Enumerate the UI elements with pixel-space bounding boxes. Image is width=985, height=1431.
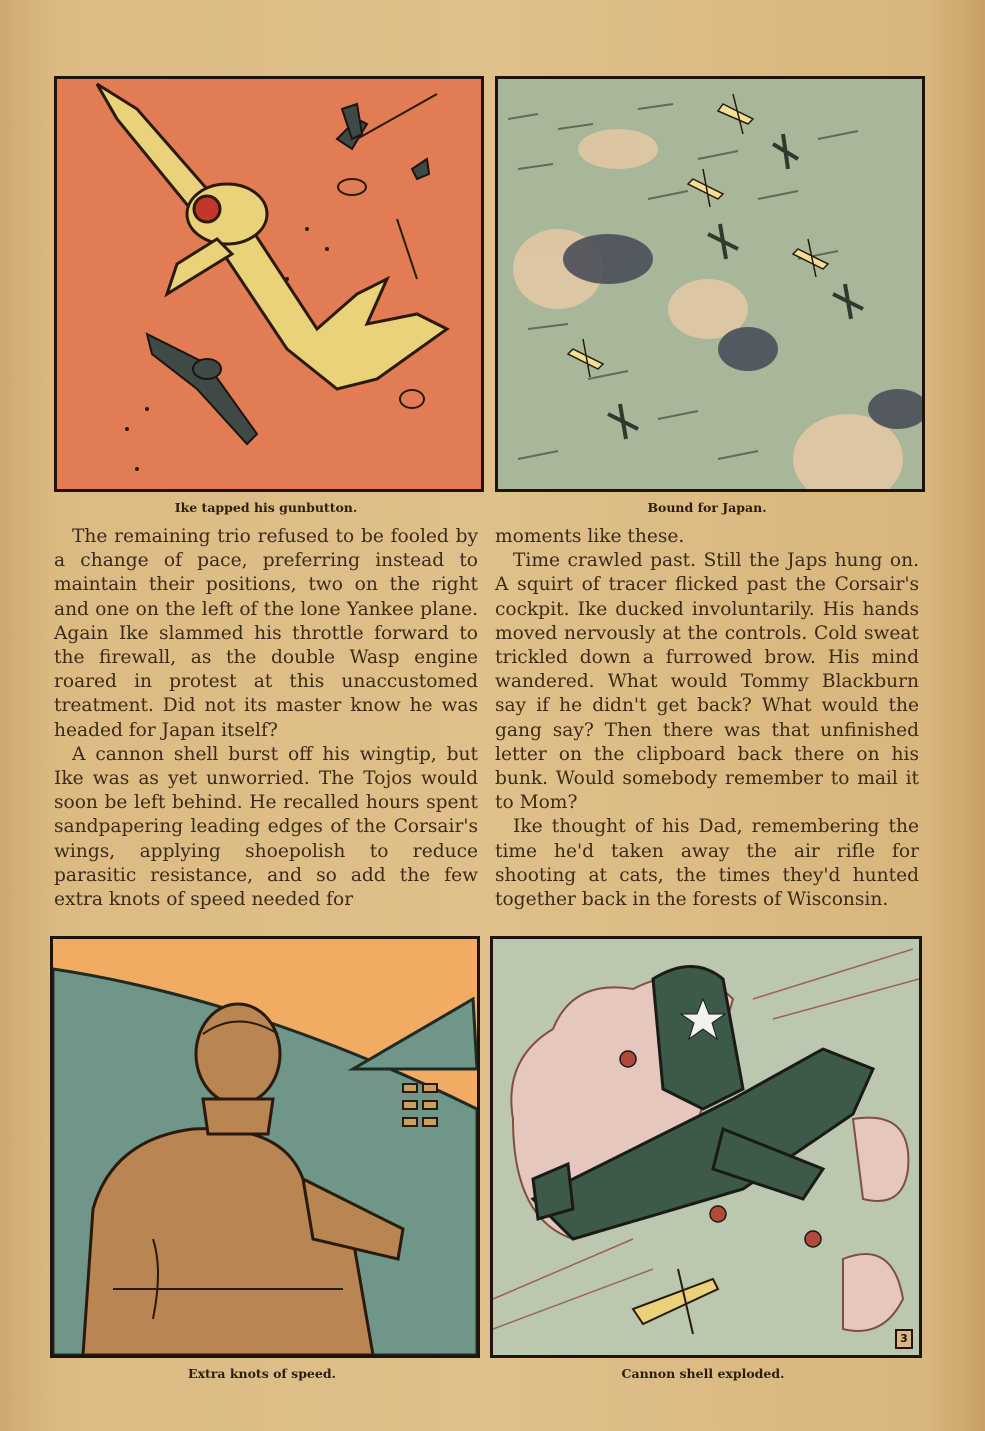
right-paragraph-3: Ike thought of his Dad, remembering the time he'd taken away the air rifle for shooting at cats, the times they'd hunted together back in the forests of Wisconsin. <box>495 816 919 911</box>
panel-bound-for-japan <box>495 76 925 492</box>
corsair-illustration <box>493 939 919 1355</box>
right-paragraph-2: Time crawled past. Still the Japs hung on. A squirt of tracer flicked past the Corsair's cockpit. Ike ducked involuntarily. His hands moved nervously at the controls. Cold sweat trickled down a furrowed brow. His mind wandered. What would Tommy Blackburn say if he didn't get back? What would the gang say? Then there was that unfinished letter on the clipboard back there on his bunk. Would somebody remember to mail it to Mom? <box>495 550 919 814</box>
panel-cannon-shell <box>490 936 922 1358</box>
panel-1-caption: Ike tapped his gunbutton. <box>174 500 358 515</box>
dogfight-illustration <box>57 79 481 489</box>
formation-illustration <box>498 79 922 489</box>
text-column-right <box>495 525 919 912</box>
text-column-left <box>54 525 478 912</box>
panel-3-caption: Extra knots of speed. <box>188 1366 336 1381</box>
panel-4-caption: Cannon shell exploded. <box>621 1366 785 1381</box>
panel-extra-knots <box>50 936 480 1358</box>
panel-gunbutton <box>54 76 484 492</box>
pilot-illustration <box>53 939 477 1355</box>
page-number: 3 <box>895 1329 913 1349</box>
right-paragraph-1: moments like these. <box>495 526 685 547</box>
left-paragraph-1: The remaining trio refused to be fooled by a change of pace, preferring instead to maintain their positions, two on the right and one on the left of the lone Yankee plane. Again Ike slammed his throttle forward to the firewall, as the double Wasp engine roared in protest at this unaccustomed treatment. Did not its master know he was headed for Japan itself? <box>54 526 478 741</box>
left-paragraph-2: A cannon shell burst off his wingtip, but Ike was as yet unworried. The Tojos would soon be left behind. He recalled hours spent sandpapering leading edges of the Corsair's wings, applying shoepolish to reduce parasitic resistance, and so add the few extra knots of speed needed for <box>54 743 478 911</box>
panel-2-caption: Bound for Japan. <box>647 500 767 515</box>
